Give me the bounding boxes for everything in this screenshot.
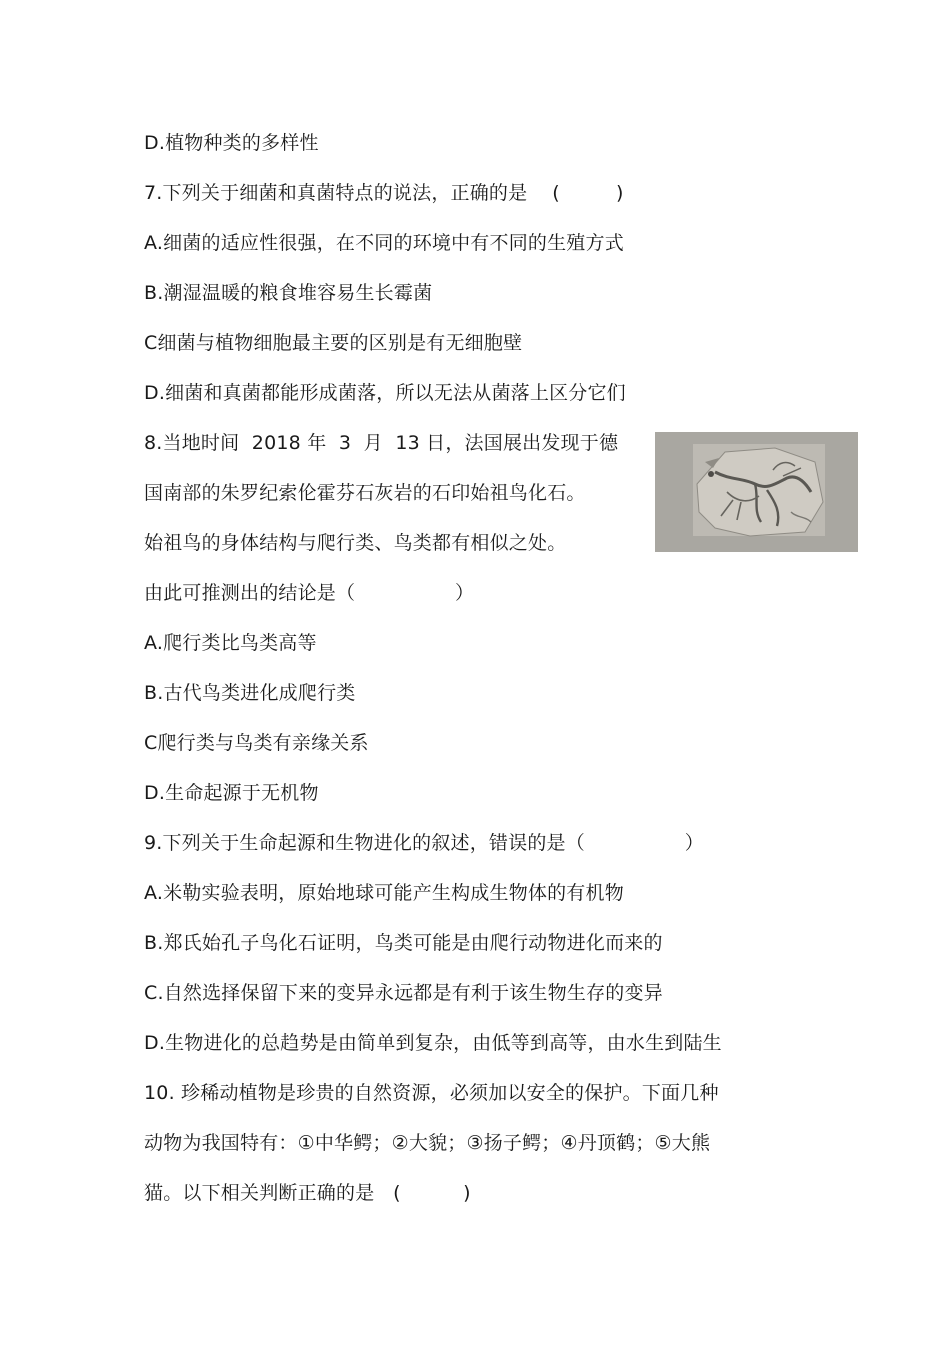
q8-option-c: C爬行类与鸟类有亲缘关系	[144, 732, 369, 754]
q8-option-a: A.爬行类比鸟类高等	[144, 632, 317, 654]
q7-stem: 7.下列关于细菌和真菌特点的说法，正确的是 ( )	[144, 182, 624, 204]
q7-option-b: B.潮湿温暖的粮食堆容易生长霉菌	[144, 282, 433, 304]
q10-stem-line1: 10. 珍稀动植物是珍贵的自然资源，必须加以安全的保护。下面几种	[144, 1082, 719, 1104]
q8-stem-line2: 国南部的朱罗纪索伦霍芬石灰岩的石印始祖鸟化石。	[144, 482, 586, 504]
q9-option-a: A.米勒实验表明，原始地球可能产生构成生物体的有机物	[144, 882, 624, 904]
q9-option-c: C.自然选择保留下来的变异永远都是有利于该生物生存的变异	[144, 982, 663, 1004]
q9-option-b: B.郑氏始孔子鸟化石证明，鸟类可能是由爬行动物进化而来的	[144, 932, 663, 954]
q6-option-d: D.植物种类的多样性	[144, 132, 319, 154]
q8-option-b: B.古代鸟类进化成爬行类	[144, 682, 356, 704]
q8-stem-line1: 8.当地时间 2018 年 3 月 13 日，法国展出发现于德	[144, 432, 619, 454]
q10-stem-line2: 动物为我国特有：①中华鳄；②大貌；③扬子鳄；④丹顶鹤；⑤大熊	[144, 1132, 711, 1154]
q8-option-d: D.生命起源于无机物	[144, 782, 319, 804]
q9-stem: 9.下列关于生命起源和生物进化的叙述，错误的是（ ）	[144, 832, 704, 854]
q9-option-d: D.生物进化的总趋势是由简单到复杂，由低等到高等，由水生到陆生	[144, 1032, 722, 1054]
archaeopteryx-fossil-photo	[655, 432, 858, 552]
q8-stem-line4: 由此可推测出的结论是（ ）	[144, 582, 475, 604]
q7-option-d: D.细菌和真菌都能形成菌落，所以无法从菌落上区分它们	[144, 382, 626, 404]
q10-stem-line3: 猫。以下相关判断正确的是 ( )	[144, 1182, 471, 1204]
q7-option-a: A.细菌的适应性很强，在不同的环境中有不同的生殖方式	[144, 232, 624, 254]
q8-stem-line3: 始祖鸟的身体结构与爬行类、鸟类都有相似之处。	[144, 532, 567, 554]
q7-option-c: C细菌与植物细胞最主要的区别是有无细胞壁	[144, 332, 523, 354]
fossil-photo-icon	[655, 432, 858, 552]
